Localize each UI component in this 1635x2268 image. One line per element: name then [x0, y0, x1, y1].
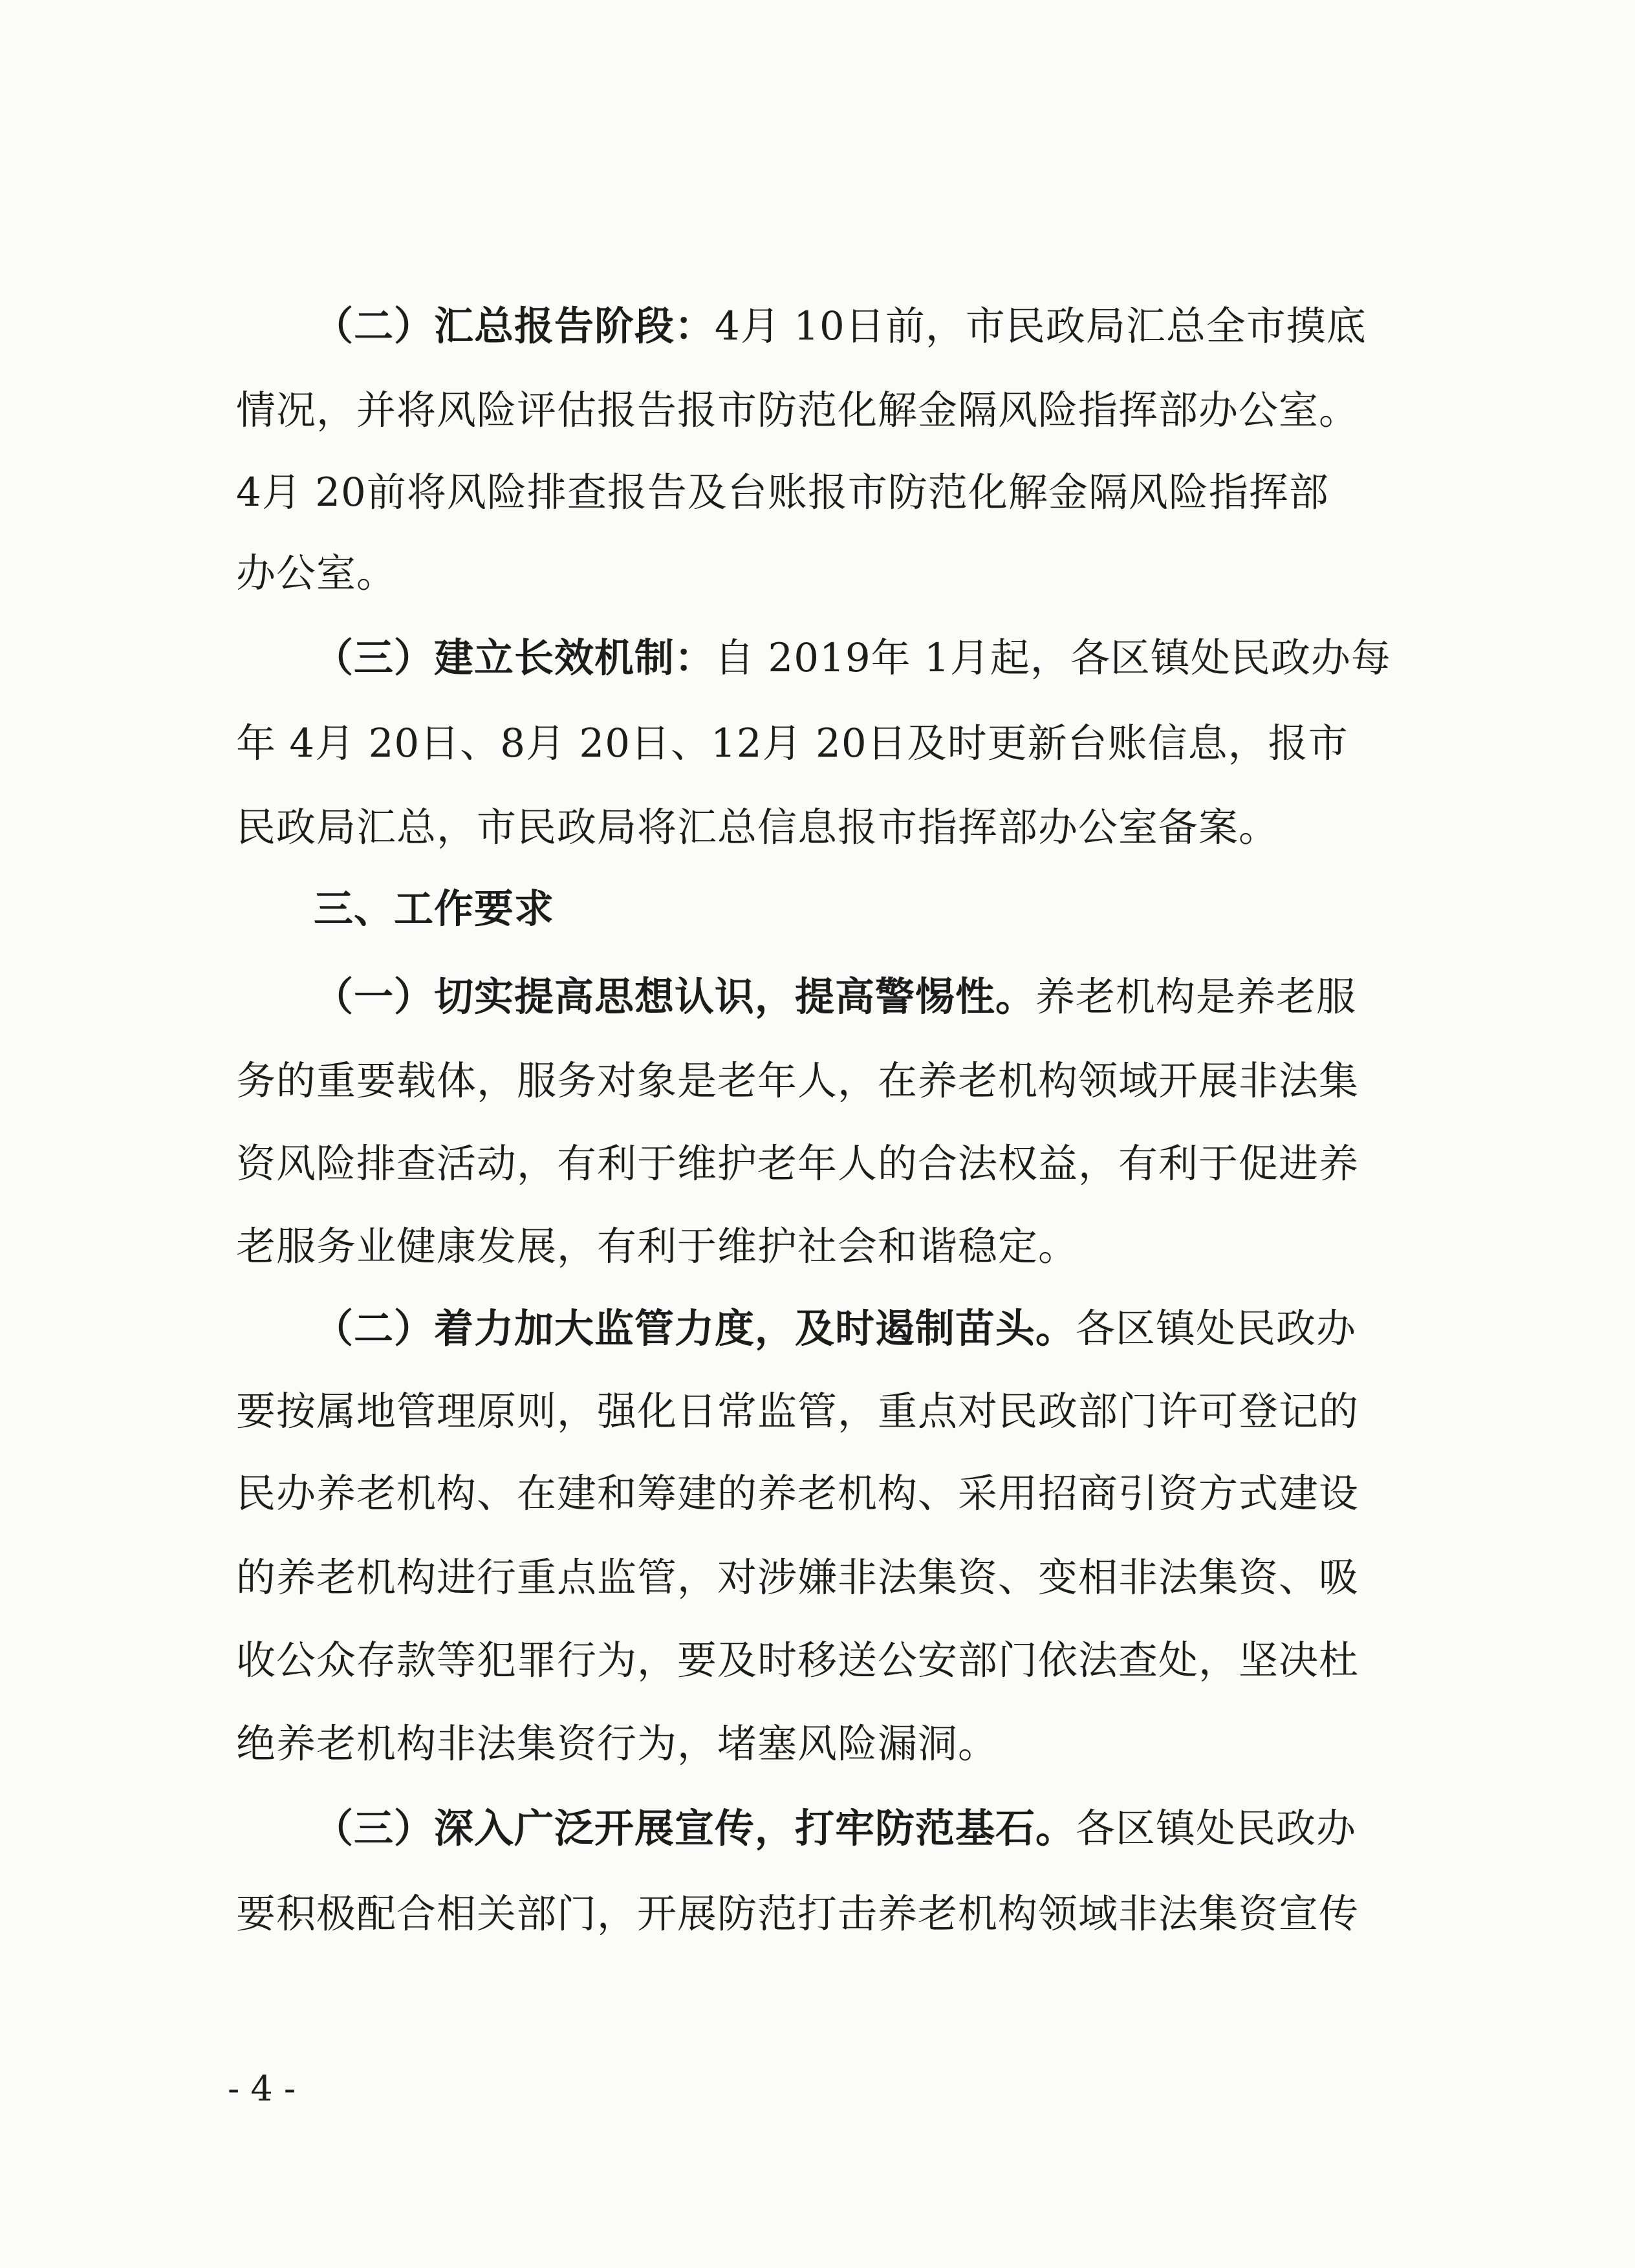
paragraph-line	[236, 718, 1348, 770]
paragraph-line	[236, 385, 1359, 437]
paragraph-line	[236, 1888, 1359, 1940]
paragraph-text: 要积极配合相关部门，开展防范打击养老机构领域非法集资宣传	[236, 1891, 1359, 1937]
paragraph-line	[236, 467, 1329, 519]
paragraph-text: 绝养老机构非法集资行为，堵塞风险漏洞。	[236, 1721, 999, 1767]
paragraph-text: 务的重要载体，服务对象是老年人，在养老机构领域开展非法集	[236, 1058, 1359, 1104]
paragraph-lead: （二）汇总报告阶段：	[314, 303, 715, 349]
paragraph-text: 资风险排查活动，有利于维护老年人的合法权益，有利于促进养	[236, 1141, 1359, 1187]
paragraph-line	[314, 301, 1367, 352]
paragraph-text: 各区镇处民政办	[1076, 1306, 1357, 1352]
paragraph-line	[236, 1138, 1359, 1190]
paragraph-line	[236, 1552, 1359, 1604]
paragraph-text: 年 4月 20日、8月 20日、12月 20日及时更新台账信息，报市	[236, 720, 1348, 766]
paragraph-line	[314, 1303, 1356, 1355]
paragraph-text: 民办养老机构、在建和筹建的养老机构、采用招商引资方式建设	[236, 1471, 1359, 1517]
paragraph-text: 收公众存款等犯罪行为，要及时移送公安部门依法查处，坚决杜	[236, 1637, 1359, 1683]
paragraph-text: 的养老机构进行重点监管，对涉嫌非法集资、变相非法集资、吸	[236, 1555, 1359, 1601]
section-heading-text: 三、工作要求	[314, 886, 555, 932]
paragraph-text: 自 2019年 1月起，各区镇处民政办每	[715, 635, 1391, 681]
paragraph-line	[314, 1803, 1356, 1855]
paragraph-line	[236, 1055, 1359, 1107]
paragraph-line	[236, 802, 1279, 854]
paragraph-lead: （一）切实提高思想认识，提高警惕性。	[314, 974, 1036, 1020]
paragraph-text: 情况，并将风险评估报告报市防范化解金隔风险指挥部办公室。	[236, 387, 1359, 433]
paragraph-line	[236, 1386, 1359, 1438]
paragraph-text: 各区镇处民政办	[1076, 1806, 1357, 1852]
paragraph-lead: （三）建立长效机制：	[314, 635, 715, 681]
paragraph-text: 4月 10日前，市民政局汇总全市摸底	[715, 303, 1367, 349]
paragraph-text: 4月 20前将风险排查报告及台账报市防范化解金隔风险指挥部	[236, 470, 1329, 515]
paragraph-text: 老服务业健康发展，有利于维护社会和谐稳定。	[236, 1224, 1079, 1269]
paragraph-text: 办公室。	[236, 550, 397, 596]
paragraph-line	[236, 1468, 1359, 1520]
paragraph-text: 要按属地管理原则，强化日常监管，重点对民政部门许可登记的	[236, 1388, 1359, 1434]
paragraph-text: 民政局汇总，市民政局将汇总信息报市指挥部办公室备案。	[236, 805, 1279, 850]
paragraph-line	[314, 632, 1391, 684]
paragraph-line	[236, 1221, 1078, 1273]
paragraph-lead: （三）深入广泛开展宣传，打牢防范基石。	[314, 1806, 1076, 1852]
paragraph-line	[314, 971, 1356, 1023]
paragraph-line	[236, 1718, 998, 1770]
section-heading	[314, 883, 554, 935]
paragraph-line	[236, 548, 396, 599]
paragraph-text: 养老机构是养老服	[1035, 974, 1357, 1020]
page-number: - 4 -	[228, 2068, 296, 2109]
paragraph-line	[236, 1635, 1359, 1687]
paragraph-lead: （二）着力加大监管力度，及时遏制苗头。	[314, 1306, 1076, 1352]
